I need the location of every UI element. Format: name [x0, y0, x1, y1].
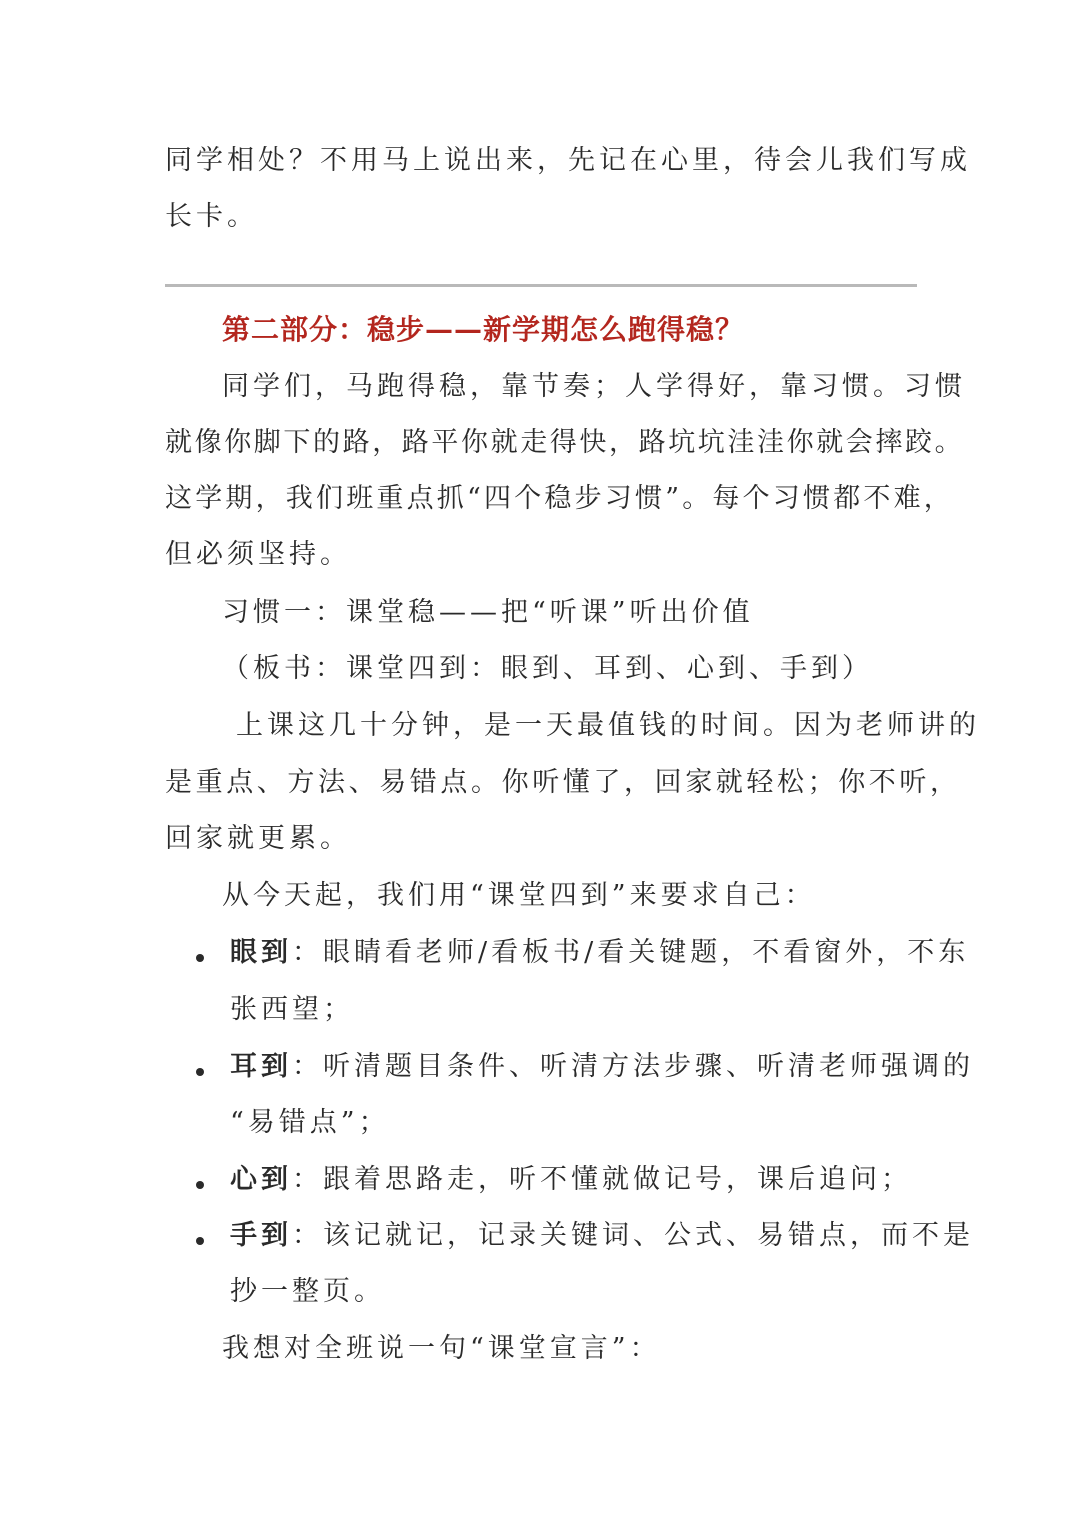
- bullet-label: 心到: [230, 1164, 292, 1195]
- bullet-4-line-2: 抄一整页。: [230, 1276, 385, 1307]
- bullet-label: 眼到: [230, 937, 292, 968]
- para2-line-3: 回家就更累。: [165, 823, 351, 854]
- bullet-2-line-2: “易错点”；: [230, 1107, 390, 1138]
- para1-line-1: 同学们，马跑得稳，靠节奏；人学得好，靠习惯。习惯: [222, 371, 966, 402]
- bullet-1-line-2: 张西望；: [230, 994, 354, 1025]
- bullet-dot: [196, 1068, 204, 1076]
- habit1-title: 习惯一：课堂稳——把“听课”听出价值: [222, 597, 754, 628]
- bullet-4-line-1: [230, 1219, 974, 1253]
- para1-line-3: 这学期，我们班重点抓“四个稳步习惯”。每个习惯都不难，: [165, 483, 955, 514]
- para2-line-1: 上课这几十分钟，是一天最值钱的时间。因为老师讲的: [236, 710, 980, 741]
- para2-line-2: 是重点、方法、易错点。你听懂了，回家就轻松；你不听，: [165, 767, 961, 798]
- bullet-text: ：跟着思路走，听不懂就做记号，课后追问；: [292, 1164, 912, 1195]
- para4: 我想对全班说一句“课堂宣言”：: [222, 1333, 661, 1364]
- section-heading: 第二部分：稳步——新学期怎么跑得稳？: [222, 313, 745, 346]
- intro-line-2: 长卡。: [165, 201, 258, 232]
- para1-line-4: 但必须坚持。: [165, 539, 351, 570]
- board-note: （板书：课堂四到：眼到、耳到、心到、手到）: [222, 653, 873, 684]
- bullet-text: ：该记就记，记录关键词、公式、易错点，而不是: [292, 1220, 974, 1251]
- bullet-label: 手到: [230, 1220, 292, 1251]
- para3: 从今天起，我们用“课堂四到”来要求自己：: [222, 880, 816, 911]
- section-divider: [165, 284, 917, 287]
- para1-line-2: 就像你脚下的路，路平你就走得快，路坑坑洼洼你就会摔跤。: [165, 427, 965, 458]
- bullet-2-line-1: [230, 1050, 974, 1084]
- bullet-dot: [196, 1237, 204, 1245]
- bullet-text: ：眼睛看老师/看板书/看关键题，不看窗外，不东: [292, 937, 970, 968]
- bullet-dot: [196, 1181, 204, 1189]
- intro-line-1: 同学相处？不用马上说出来，先记在心里，待会儿我们写成: [165, 145, 971, 176]
- bullet-label: 耳到: [230, 1051, 292, 1082]
- bullet-text: ：听清题目条件、听清方法步骤、听清老师强调的: [292, 1051, 974, 1082]
- bullet-3-line-1: [230, 1163, 912, 1197]
- bullet-dot: [196, 954, 204, 962]
- bullet-1-line-1: [230, 936, 969, 970]
